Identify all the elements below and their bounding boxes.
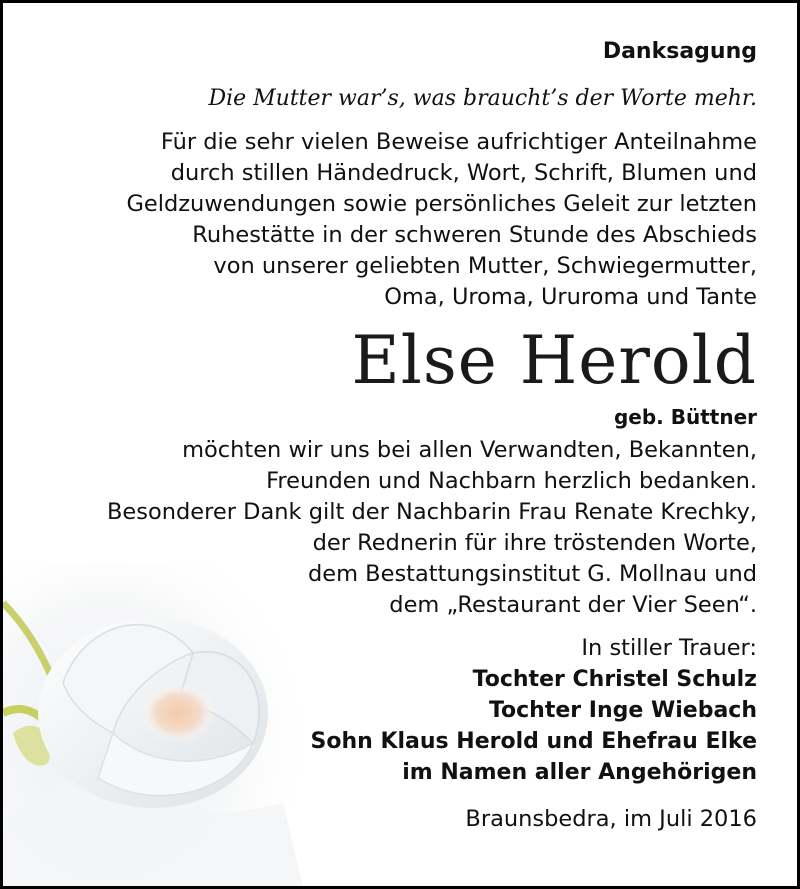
signer: Sohn Klaus Herold und Ehefrau Elke (310, 729, 757, 754)
notice-content (37, 37, 757, 835)
motto-quote: Die Mutter war’s, was braucht’s der Worte mehr. (208, 86, 757, 111)
text-line: Oma, Uroma, Ururoma und Tante (384, 284, 757, 310)
text-line: Ruhestätte in der schweren Stunde des Abschieds (192, 222, 757, 248)
text-line: dem Bestattungsinstitut G. Mollnau und (307, 561, 757, 587)
signer: im Namen aller Angehörigen (402, 760, 757, 785)
text-line: durch stillen Händedruck, Wort, Schrift, Blumen und (170, 160, 757, 186)
text-line: von unserer geliebten Mutter, Schwiegermutter, (213, 253, 757, 279)
place-date: Braunsbedra, im Juli 2016 (465, 806, 757, 832)
text-line: möchten wir uns bei allen Verwandten, Bekannten, (182, 437, 757, 463)
text-line: Geldzuwendungen sowie persönliches Geleit zur letzten (126, 191, 757, 217)
thanks-paragraph-1 (37, 127, 757, 313)
text-line: dem „Restaurant der Vier Seen“. (389, 592, 757, 618)
signers-list (37, 664, 757, 788)
text-line: Für die sehr vielen Beweise aufrichtiger Anteilnahme (160, 129, 757, 155)
mourning-label: In stiller Trauer: (581, 635, 757, 661)
thanks-paragraph-2 (37, 435, 757, 621)
deceased-name: Else Herold (351, 322, 757, 399)
signer: Tochter Inge Wiebach (488, 698, 757, 723)
birth-name: geb. Büttner (613, 405, 757, 429)
text-line: Besonderer Dank gilt der Nachbarin Frau Renate Krechky, (107, 499, 757, 525)
text-line: der Rednerin für ihre tröstenden Worte, (312, 530, 757, 556)
signer: Tochter Christel Schulz (472, 667, 757, 692)
text-line: Freunden und Nachbarn herzlich bedanken. (266, 468, 757, 494)
notice-heading: Danksagung (602, 39, 757, 64)
